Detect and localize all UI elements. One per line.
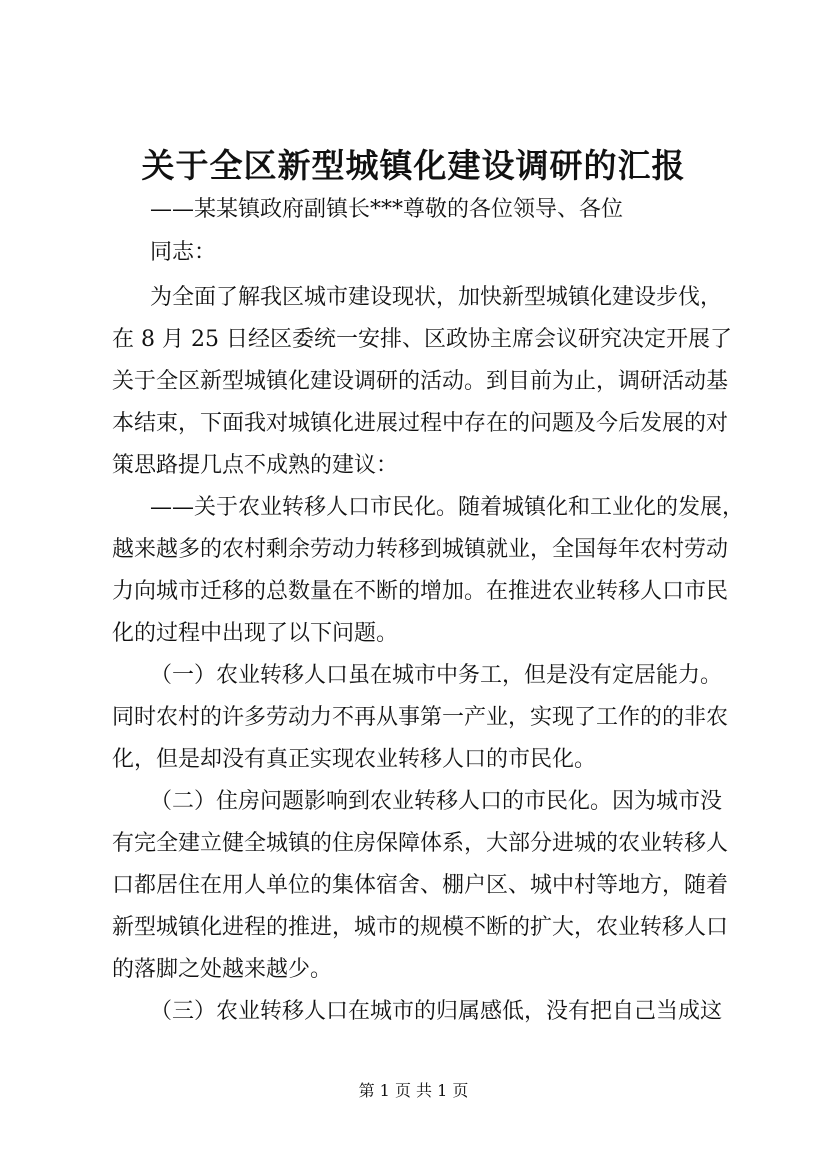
text-line: （三）农业转移人口在城市的归属感低，没有把自己当成这 [150,999,723,1024]
page-footer: 第 1 页 共 1 页 [358,1081,469,1100]
text-line: 新型城镇化进程的推进，城市的规模不断的扩大，农业转移人口 [112,915,729,940]
text-line: 本结束，下面我对城镇化进展过程中存在的问题及今后发展的对 [112,411,729,436]
text-line: 口都居住在用人单位的集体宿舍、棚户区、城中村等地方，随着 [112,873,729,898]
text-line: （二）住房问题影响到农业转移人口的市民化。因为城市没 [150,789,723,814]
document-title: 关于全区新型城镇化建设调研的汇报 [141,146,686,185]
text-line: ——某某镇政府副镇长***尊敬的各位领导、各位 [150,197,624,222]
text-line: 为全面了解我区城市建设现状，加快新型城镇化建设步伐， [150,285,723,310]
text-line: （一）农业转移人口虽在城市中务工，但是没有定居能力。 [150,663,723,688]
text-line: 策思路提几点不成熟的建议： [112,453,399,478]
text-line: 关于全区新型城镇化建设调研的活动。到目前为止，调研活动基 [112,369,729,394]
text-line: 越来越多的农村剩余劳动力转移到城镇就业，全国每年农村劳动 [112,537,729,562]
text-line: 同时农村的许多劳动力不再从事第一产业，实现了工作的的非农 [112,705,729,730]
text-line: 在 8 月 25 日经区委统一安排、区政协主席会议研究决定开展了 [112,327,732,352]
text-line: 的落脚之处越来越少。 [112,957,333,982]
text-line: 化，但是却没有真正实现农业转移人口的市民化。 [112,747,597,772]
text-line: 同志： [150,240,217,265]
text-line: 化的过程中出现了以下问题。 [112,621,399,646]
text-line: 力向城市迁移的总数量在不断的增加。在推进农业转移人口市民 [112,579,729,604]
text-line: ——关于农业转移人口市民化。随着城镇化和工业化的发展， [150,495,745,520]
text-line: 有完全建立健全城镇的住房保障体系，大部分进城的农业转移人 [112,831,729,856]
